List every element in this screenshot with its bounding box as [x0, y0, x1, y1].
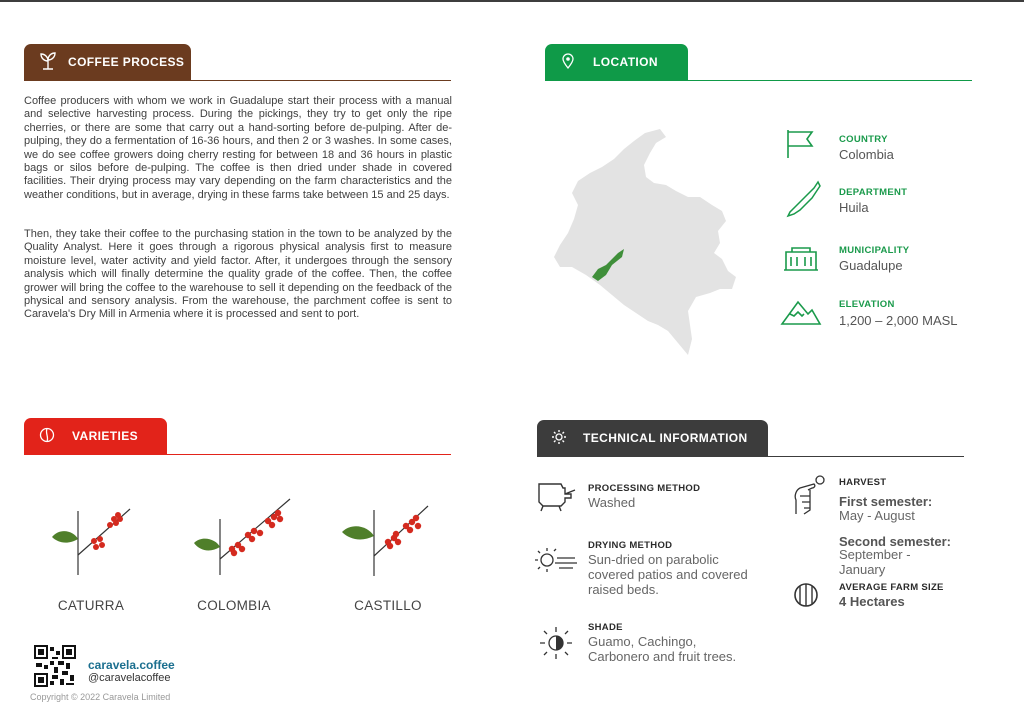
- department-label: DEPARTMENT: [839, 187, 908, 198]
- department-value: Huila: [839, 200, 869, 215]
- drying-method-label: DRYING METHOD: [588, 540, 673, 551]
- varieties-rule: [24, 454, 451, 455]
- harvest-label: HARVEST: [839, 477, 887, 488]
- caturra-plant-illustration: [48, 505, 134, 577]
- location-rule: [545, 80, 972, 81]
- processing-method-value: Washed: [588, 495, 636, 510]
- country-value: Colombia: [839, 147, 894, 162]
- castillo-plant-illustration: [340, 500, 432, 578]
- municipality-label: MUNICIPALITY: [839, 245, 910, 256]
- average-farm-size-label: AVERAGE FARM SIZE: [839, 582, 944, 593]
- elevation-value: 1,200 – 2,000 MASL: [839, 313, 958, 328]
- coffee-process-paragraph-2: Then, they take their coffee to the purchasing station in the town to be analyzed by the Quality Analyst. Here it goes through a rigorous physical analysis first to measure moisture level, water activity and yield factor. After, it undergoes through the sensory analysis which will finally determine the quality grade of the coffee. Then, the coffee grower will bring the coffee to the warehouse to sell it depending on the feedback of the physical and sensory analysis. From the warehouse, the parchment coffee is sent to Caravela's Dry Mill in Armenia where it is processed and sent to port.: [24, 228, 452, 321]
- shade-label: SHADE: [588, 622, 623, 633]
- coffee-process-title: COFFEE PROCESS: [68, 55, 185, 69]
- technical-information-tab: [537, 420, 768, 456]
- sun-wind-icon: [535, 546, 579, 576]
- technical-information-rule: [537, 456, 964, 457]
- shade-sun-icon: [538, 625, 574, 661]
- coffee-process-tab: [24, 44, 191, 80]
- flag-icon: [784, 128, 818, 160]
- processing-method-label: PROCESSING METHOD: [588, 483, 701, 494]
- municipality-value: Guadalupe: [839, 258, 903, 273]
- website-link[interactable]: caravela.coffee: [88, 658, 175, 672]
- varieties-tab: [24, 418, 167, 454]
- qr-code-icon[interactable]: [34, 645, 76, 687]
- gear-icon: [551, 429, 577, 448]
- average-farm-size-value: 4 Hectares: [839, 594, 905, 609]
- elevation-label: ELEVATION: [839, 299, 895, 310]
- second-semester-value: September - January: [839, 547, 911, 577]
- location-tab: [545, 44, 688, 80]
- building-icon: [782, 244, 820, 272]
- coffee-process-paragraph-1: Coffee producers with whom we work in Guadalupe start their process with a manual and selective harvesting process. During the pickings, they try to get only the ripe cherries, or there are some that carry out a hand-sorting before de-pulping. After de-pulping, they do a fermentation of 16-36 hours, and then 2 or 3 washes. In some cases, we do see coffee growers doing cherry resting for between 18 and 36 hours in plastic bags or silos before de-pulping. The coffee is then dried under shade in covered facilities. Their drying process may vary depending on the farm characteristics and the weather conditions, but in average, drying in these farms take between 15 and 25 days.: [24, 95, 452, 201]
- colombia-map: [550, 125, 750, 357]
- first-semester-value: May - August: [839, 508, 915, 523]
- first-semester-label: First semester:: [839, 494, 933, 509]
- coffee-bean-icon: [38, 426, 66, 447]
- second-semester-label: Second semester:: [839, 534, 951, 549]
- variety-caturra: CATURRA: [57, 598, 125, 613]
- location-title: LOCATION: [593, 55, 658, 69]
- hand-cherry-icon: [790, 474, 830, 516]
- copyright-text: Copyright © 2022 Caravela Limited: [30, 692, 171, 702]
- technical-information-title: TECHNICAL INFORMATION: [583, 431, 748, 445]
- department-map-icon: [784, 180, 824, 218]
- varieties-title: VARIETIES: [72, 429, 139, 443]
- country-label: COUNTRY: [839, 134, 888, 145]
- coffee-process-rule: [24, 80, 451, 81]
- colombia-plant-illustration: [190, 495, 294, 577]
- sprout-icon: [38, 51, 68, 74]
- variety-colombia: COLOMBIA: [197, 598, 271, 613]
- farm-size-icon: [792, 581, 820, 609]
- shade-value: Guamo, Cachingo, Carbonero and fruit trees.: [588, 634, 737, 664]
- variety-castillo: CASTILLO: [354, 598, 422, 613]
- top-border: [0, 0, 1024, 2]
- pulper-icon: [535, 480, 577, 512]
- social-handle[interactable]: @caravelacoffee: [88, 672, 171, 684]
- drying-method-value: Sun-dried on parabolic covered patios and covered raised beds.: [588, 552, 748, 597]
- map-pin-icon: [559, 52, 587, 73]
- mountain-icon: [780, 298, 822, 326]
